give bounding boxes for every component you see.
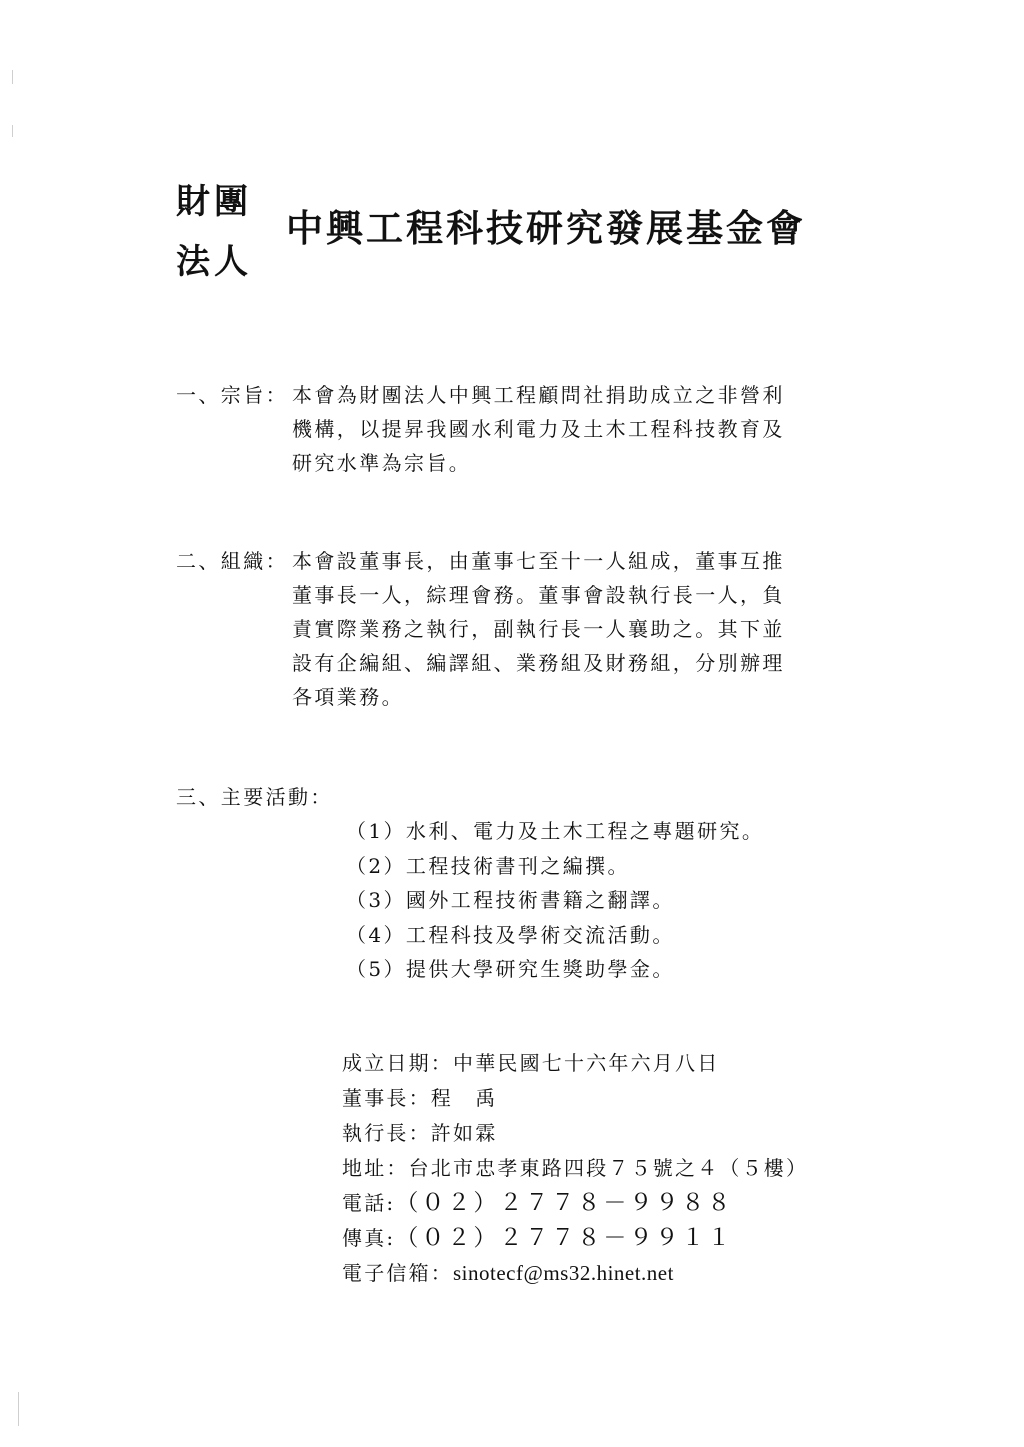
- activities-list: [176, 814, 764, 987]
- fax-label: 傳真:: [342, 1226, 396, 1250]
- phone-label: 電話:: [342, 1191, 396, 1215]
- section-activities: [176, 780, 764, 987]
- phone-number: （０２）２７７８－９９８８: [395, 1190, 734, 1216]
- address: 地址：台北市忠孝東路四段７５號之４（５樓）: [342, 1156, 809, 1180]
- prefix-line-2: 法人: [176, 242, 252, 282]
- section-body: [292, 378, 812, 480]
- body-line: 責實際業務之執行，副執行長一人襄助之。其下並: [292, 617, 785, 641]
- body-line: 本會設董事長，由董事七至十一人組成，董事互推: [292, 549, 785, 573]
- scan-mark: [18, 1392, 19, 1426]
- section-label: 一、宗旨：: [176, 383, 288, 407]
- contact-info: [342, 1046, 808, 1291]
- prefix-line-1: 財團: [176, 182, 252, 222]
- list-item: （5）提供大學研究生獎助學金。: [346, 957, 675, 981]
- body-line: 各項業務。: [292, 685, 404, 709]
- list-item: （3）國外工程技術書籍之翻譯。: [346, 888, 675, 912]
- phone: [342, 1186, 808, 1221]
- body-line: 設有企編組、編譯組、業務組及財務組，分別辦理: [292, 651, 785, 675]
- body-line: 董事長一人，綜理會務。董事會設執行長一人，負: [292, 583, 785, 607]
- section-label: 二、組織：: [176, 549, 288, 573]
- founded-date: 成立日期：中華民國七十六年六月八日: [342, 1051, 720, 1075]
- org-type-prefix: [176, 172, 266, 292]
- chairman: 董事長：程 禹: [342, 1086, 498, 1110]
- fax: [342, 1221, 808, 1256]
- body-line: 本會為財團法人中興工程顧問社捐助成立之非營利: [292, 383, 785, 407]
- list-item: （1）水利、電力及土木工程之專題研究。: [346, 819, 765, 843]
- fax-number: （０２）２７７８－９９１１: [395, 1225, 734, 1251]
- section-purpose: [176, 378, 812, 480]
- section-organization: [176, 544, 812, 714]
- email: [342, 1256, 808, 1291]
- body-line: 研究水準為宗旨。: [292, 451, 472, 475]
- scan-mark: [12, 70, 13, 84]
- section-body: [292, 544, 812, 714]
- scan-mark: [12, 125, 13, 137]
- email-address[interactable]: sinotecf@ms32.hinet.net: [453, 1261, 674, 1285]
- list-item: （4）工程科技及學術交流活動。: [346, 922, 675, 947]
- section-label: 三、主要活動：: [176, 785, 333, 809]
- email-label: 電子信箱：: [342, 1261, 453, 1285]
- page-title: 中興工程科技研究發展基金會: [286, 207, 806, 250]
- list-item: （2）工程技術書刊之編撰。: [346, 853, 630, 878]
- body-line: 機構，以提昇我國水利電力及土木工程科技教育及: [292, 417, 785, 441]
- ceo: 執行長：許如霖: [342, 1121, 498, 1145]
